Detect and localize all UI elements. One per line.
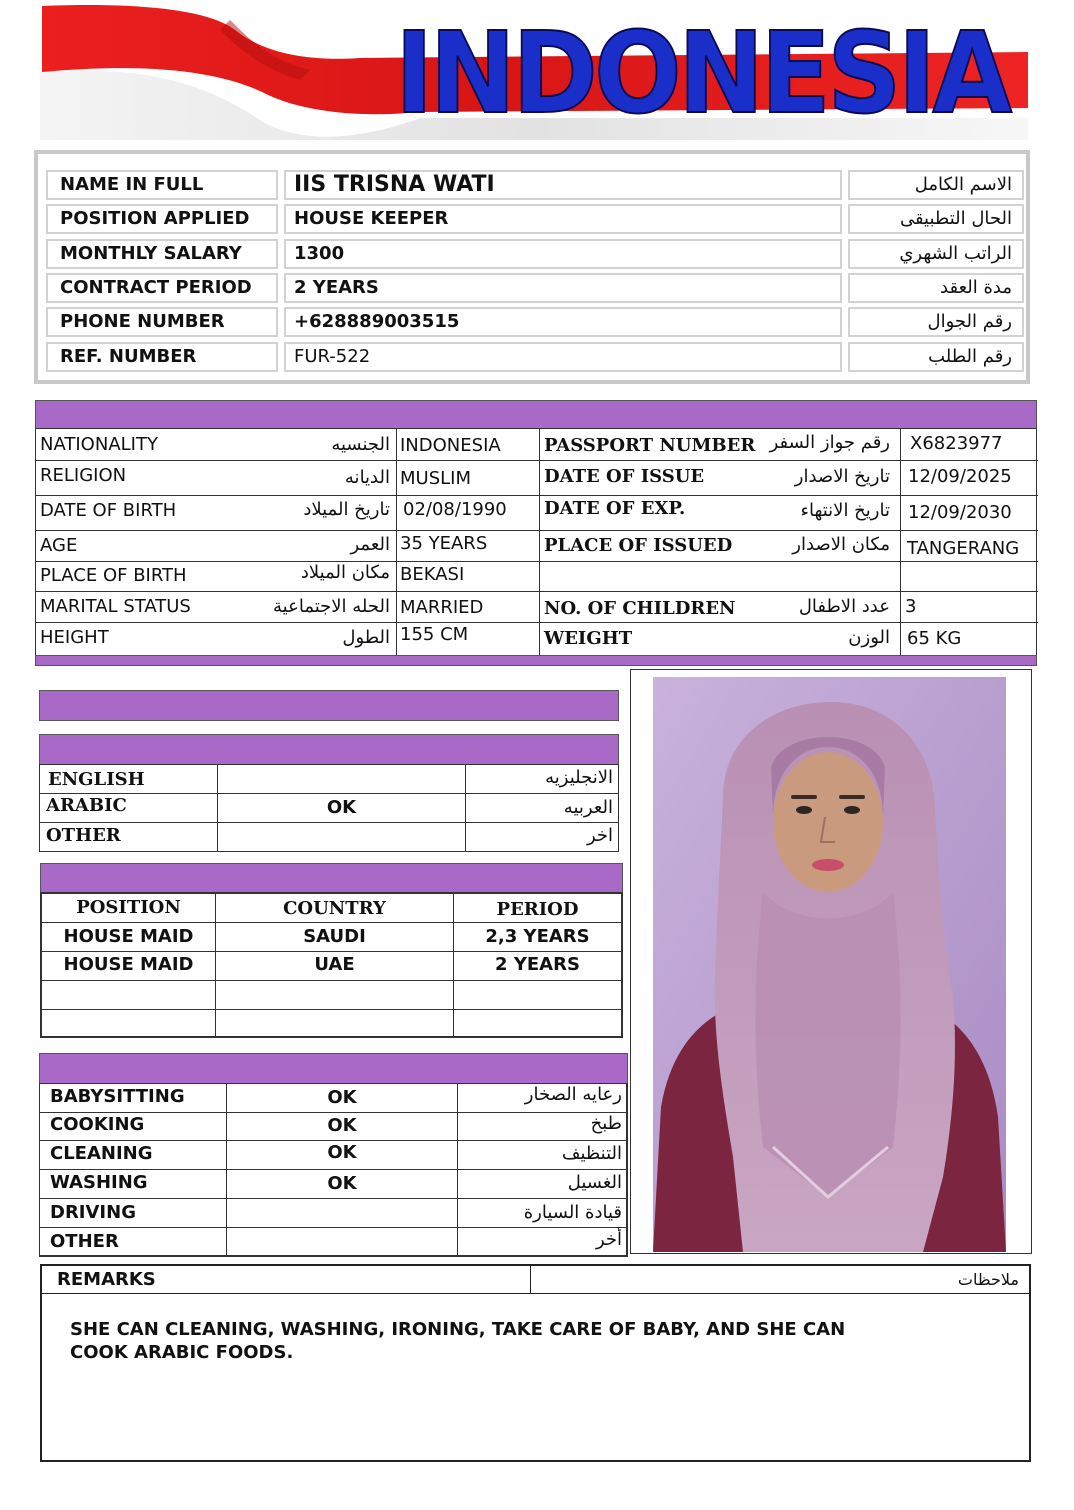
summary-row (46, 307, 1024, 337)
summary-arabic: الحال التطبيقى (848, 204, 1024, 234)
summary-row (46, 342, 1024, 372)
personal-arabic: الطول (342, 627, 390, 648)
personal-label: WEIGHT (544, 628, 633, 649)
country-title: INDONESIA (395, 9, 1009, 139)
skill-arabic: رعايه الصخار (458, 1084, 626, 1113)
summary-row (46, 170, 1024, 200)
personal-arabic: مكان الميلاد (300, 562, 390, 583)
skill-arabic: أخر (595, 1229, 622, 1250)
personal-value: 65 KG (907, 628, 962, 649)
language-level (218, 823, 466, 852)
language-arabic: الانجليزيه (466, 765, 619, 794)
language-level (218, 765, 466, 794)
summary-row (46, 204, 1024, 234)
personal-label: DATE OF BIRTH (40, 500, 177, 521)
personal-label: AGE (40, 535, 78, 556)
experience-cell: UAE (216, 952, 454, 981)
personal-value: 3 (905, 596, 917, 617)
summary-value: IIS TRISNA WATI (284, 170, 842, 200)
personal-label: DATE OF EXP. (544, 498, 686, 519)
skill-level: OK (227, 1084, 458, 1113)
summary-arabic: الراتب الشهري (848, 239, 1024, 269)
personal-label: PLACE OF ISSUED (544, 535, 733, 556)
experience-cell: HOUSE MAID (42, 952, 216, 981)
experience-cell: SAUDI (216, 923, 454, 952)
personal-value: 35 YEARS (400, 533, 488, 554)
personal-label: DATE OF ISSUE (544, 466, 705, 487)
personal-label: NO. OF CHILDREN (544, 598, 736, 619)
personal-arabic: عدد الاطفال (798, 596, 890, 617)
skill-arabic: طبخ (458, 1113, 626, 1141)
summary-label: POSITION APPLIED (46, 204, 278, 234)
experience-header: COUNTRY (216, 894, 454, 923)
skill-level: OK (227, 1141, 458, 1170)
remarks-box (40, 1264, 1031, 1462)
personal-arabic: الوزن (848, 627, 890, 648)
remarks-text (70, 1318, 845, 1364)
skill-level: OK (227, 1113, 458, 1141)
experience-cell (454, 981, 621, 1010)
personal-label: RELIGION (40, 465, 127, 486)
experience-cell (216, 981, 454, 1010)
skill-label: DRIVING (40, 1199, 227, 1228)
skill-label: OTHER (40, 1228, 227, 1255)
summary-arabic: رقم الطلب (848, 342, 1024, 372)
summary-value: FUR-522 (284, 342, 842, 372)
skill-arabic: الغسيل (458, 1170, 626, 1199)
education-section-bar (39, 690, 619, 721)
experience-section-bar (40, 863, 623, 893)
experience-cell (454, 1010, 621, 1036)
experience-cell: 2 YEARS (454, 952, 621, 981)
summary-label: PHONE NUMBER (46, 307, 278, 337)
summary-value: 2 YEARS (284, 273, 842, 303)
personal-label: HEIGHT (40, 627, 109, 648)
language-level: OK (218, 794, 466, 823)
summary-label: CONTRACT PERIOD (46, 273, 278, 303)
experience-cell: HOUSE MAID (42, 923, 216, 952)
personal-value: 155 CM (400, 624, 469, 645)
summary-value: HOUSE KEEPER (284, 204, 842, 234)
summary-value: +628889003515 (284, 307, 842, 337)
experience-cell (42, 1010, 216, 1036)
personal-value: 12/09/2025 (908, 466, 1012, 487)
skills-table (39, 1083, 628, 1257)
remarks-label: REMARKS (42, 1266, 531, 1294)
personal-value: INDONESIA (400, 435, 501, 456)
skill-level (227, 1228, 458, 1255)
summary-arabic: رقم الجوال (848, 307, 1024, 337)
skill-label: COOKING (40, 1113, 227, 1141)
experience-cell (216, 1010, 454, 1036)
applicant-summary-box (34, 150, 1030, 384)
personal-section-footer-bar (35, 655, 1037, 666)
personal-value: X6823977 (910, 433, 1003, 454)
personal-arabic: العمر (350, 534, 390, 555)
language-label: ARABIC (40, 794, 218, 823)
summary-value: 1300 (284, 239, 842, 269)
personal-value: 02/08/1990 (403, 499, 507, 520)
personal-label: PLACE OF BIRTH (40, 565, 187, 586)
experience-table (40, 892, 623, 1038)
languages-section-bar (39, 734, 619, 765)
personal-value: MUSLIM (400, 468, 471, 489)
personal-arabic: مكان الاصدار (792, 534, 890, 555)
personal-arabic: تاريخ الميلاد (303, 499, 390, 520)
personal-section-bar (35, 400, 1037, 429)
language-arabic: اخر (586, 825, 613, 846)
personal-arabic: الحله الاجتماعية (273, 596, 390, 617)
personal-arabic: رقم جواز السفر (769, 432, 890, 453)
experience-header: PERIOD (454, 894, 621, 923)
experience-cell (42, 981, 216, 1010)
personal-label: NATIONALITY (40, 434, 158, 455)
summary-arabic: مدة العقد (848, 273, 1024, 303)
remarks-line: SHE CAN CLEANING, WASHING, IRONING, TAKE CARE OF BABY, AND SHE CAN (70, 1319, 846, 1340)
personal-value: TANGERANG (907, 538, 1020, 559)
skills-section-bar (39, 1053, 628, 1084)
summary-row (46, 239, 1024, 269)
skill-level: OK (227, 1170, 458, 1199)
remarks-arabic: ملاحظات (531, 1266, 1029, 1294)
experience-header: POSITION (42, 894, 216, 923)
skill-arabic: التنظيف (458, 1141, 626, 1170)
language-label: OTHER (40, 823, 218, 852)
summary-row (46, 273, 1024, 303)
personal-arabic: تاريخ الاصدار (794, 466, 890, 487)
summary-label: REF. NUMBER (46, 342, 278, 372)
summary-arabic: الاسم الكامل (848, 170, 1024, 200)
personal-label: MARITAL STATUS (40, 596, 191, 617)
header-banner (0, 0, 1074, 148)
summary-label: NAME IN FULL (46, 170, 278, 200)
skill-label: CLEANING (40, 1141, 227, 1170)
skill-level (227, 1199, 458, 1228)
personal-value: MARRIED (400, 597, 484, 618)
personal-value: BEKASI (400, 564, 465, 585)
personal-arabic: الديانه (344, 467, 390, 488)
skill-label: BABYSITTING (40, 1084, 227, 1113)
skill-label: WASHING (40, 1170, 227, 1199)
languages-table (39, 764, 619, 852)
remarks-line: COOK ARABIC FOODS. (70, 1342, 294, 1363)
language-label: ENGLISH (40, 765, 218, 794)
personal-arabic: تاريخ الانتهاء (800, 500, 890, 521)
language-arabic: العربيه (466, 794, 619, 823)
summary-label: MONTHLY SALARY (46, 239, 278, 269)
personal-value: 12/09/2030 (908, 502, 1012, 523)
applicant-photo (653, 677, 1006, 1252)
personal-label: PASSPORT NUMBER (544, 435, 756, 456)
skill-arabic: قيادة السيارة (458, 1199, 626, 1228)
experience-cell: 2,3 YEARS (454, 923, 621, 952)
personal-arabic: الجنسيه (331, 434, 390, 455)
